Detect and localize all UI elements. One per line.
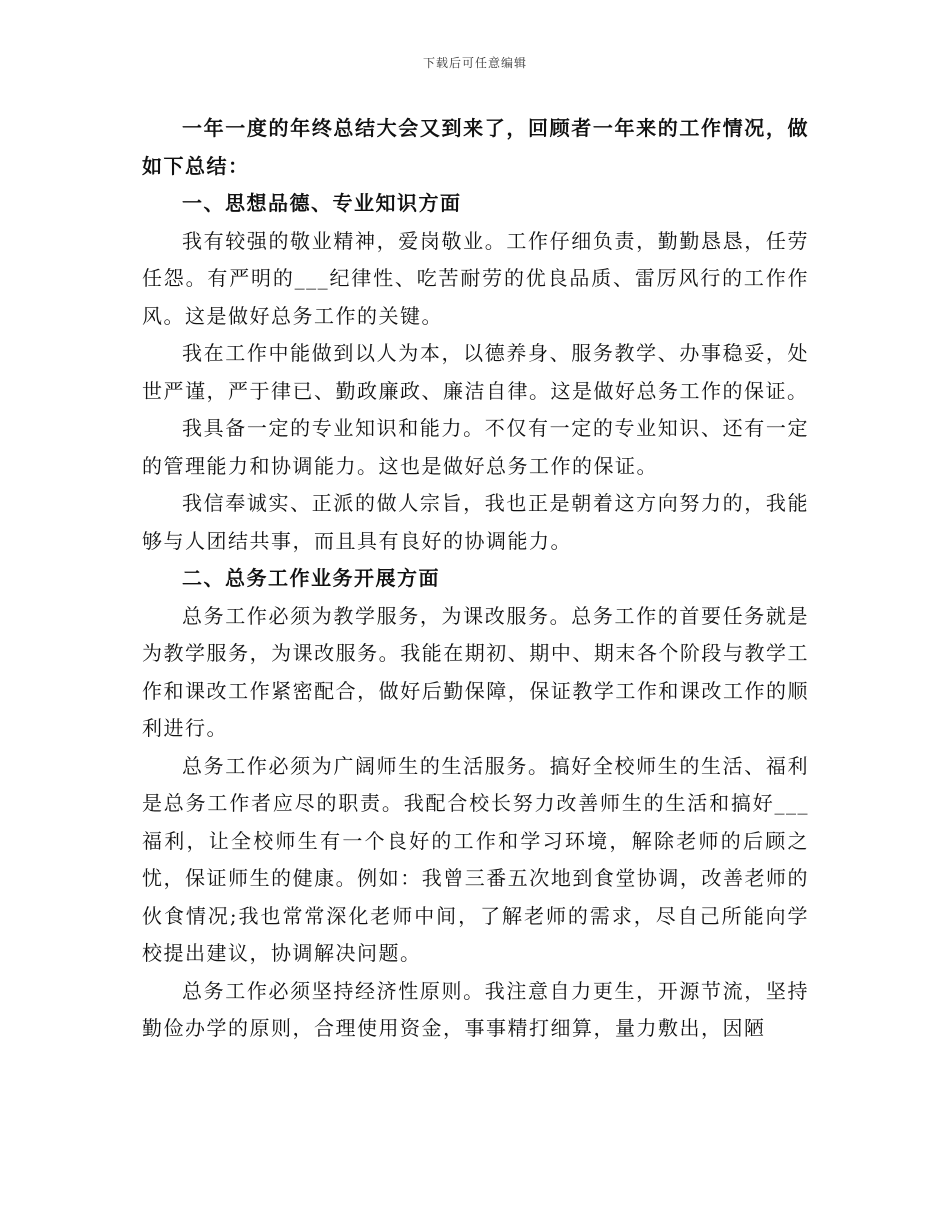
body-paragraph: 总务工作必须坚持经济性原则。我注意自力更生，开源节流，坚持勤俭办学的原则，合理使用资金，事事精打细算，量力敷出，因陋	[142, 978, 809, 1040]
body-paragraph: 我信奉诚实、正派的做人宗旨，我也正是朝着这方向努力的，我能够与人团结共事，而且具有良好的协调能力。	[142, 491, 809, 553]
body-paragraph: 总务工作必须为广阔师生的生活服务。搞好全校师生的生活、福利是总务工作者应尽的职责。我配合校长努力改善师生的生活和搞好___福利，让全校师生有一个良好的工作和学习环境，解除老师的后顾之忧，保证师生的健康。例如：我曾三番五次地到食堂协调，改善老师的伙食情况;我也常常深化老师中间，了解老师的需求，尽自己所能向学校提出建议，协调解决问题。	[142, 753, 809, 965]
section-heading-2: 二、总务工作业务开展方面	[182, 566, 440, 590]
body-paragraph: 总务工作必须为教学服务，为课改服务。总务工作的首要任务就是为教学服务，为课改服务。我能在期初、期中、期末各个阶段与教学工作和课改工作紧密配合，做好后勤保障，保证教学工作和课改工作的顺利进行。	[142, 603, 809, 740]
document-body	[142, 110, 809, 1048]
intro-paragraph: 一年一度的年终总结大会又到来了，回顾者一年来的工作情况，做如下总结：	[142, 116, 809, 178]
body-paragraph: 我有较强的敬业精神，爱岗敬业。工作仔细负责，勤勤恳恳，任劳任怨。有严明的___纪律性、吃苦耐劳的优良品质、雷厉风行的工作作风。这是做好总务工作的关键。	[142, 228, 809, 328]
body-paragraph: 我在工作中能做到以人为本，以德养身、服务教学、办事稳妥，处世严谨，严于律已、勤政廉政、廉洁自律。这是做好总务工作的保证。	[142, 341, 809, 403]
body-paragraph: 我具备一定的专业知识和能力。不仅有一定的专业知识、还有一定的管理能力和协调能力。这也是做好总务工作的保证。	[142, 416, 809, 478]
section-heading-1: 一、思想品德、专业知识方面	[182, 191, 462, 215]
header-watermark: 下载后可任意编辑	[422, 56, 527, 70]
